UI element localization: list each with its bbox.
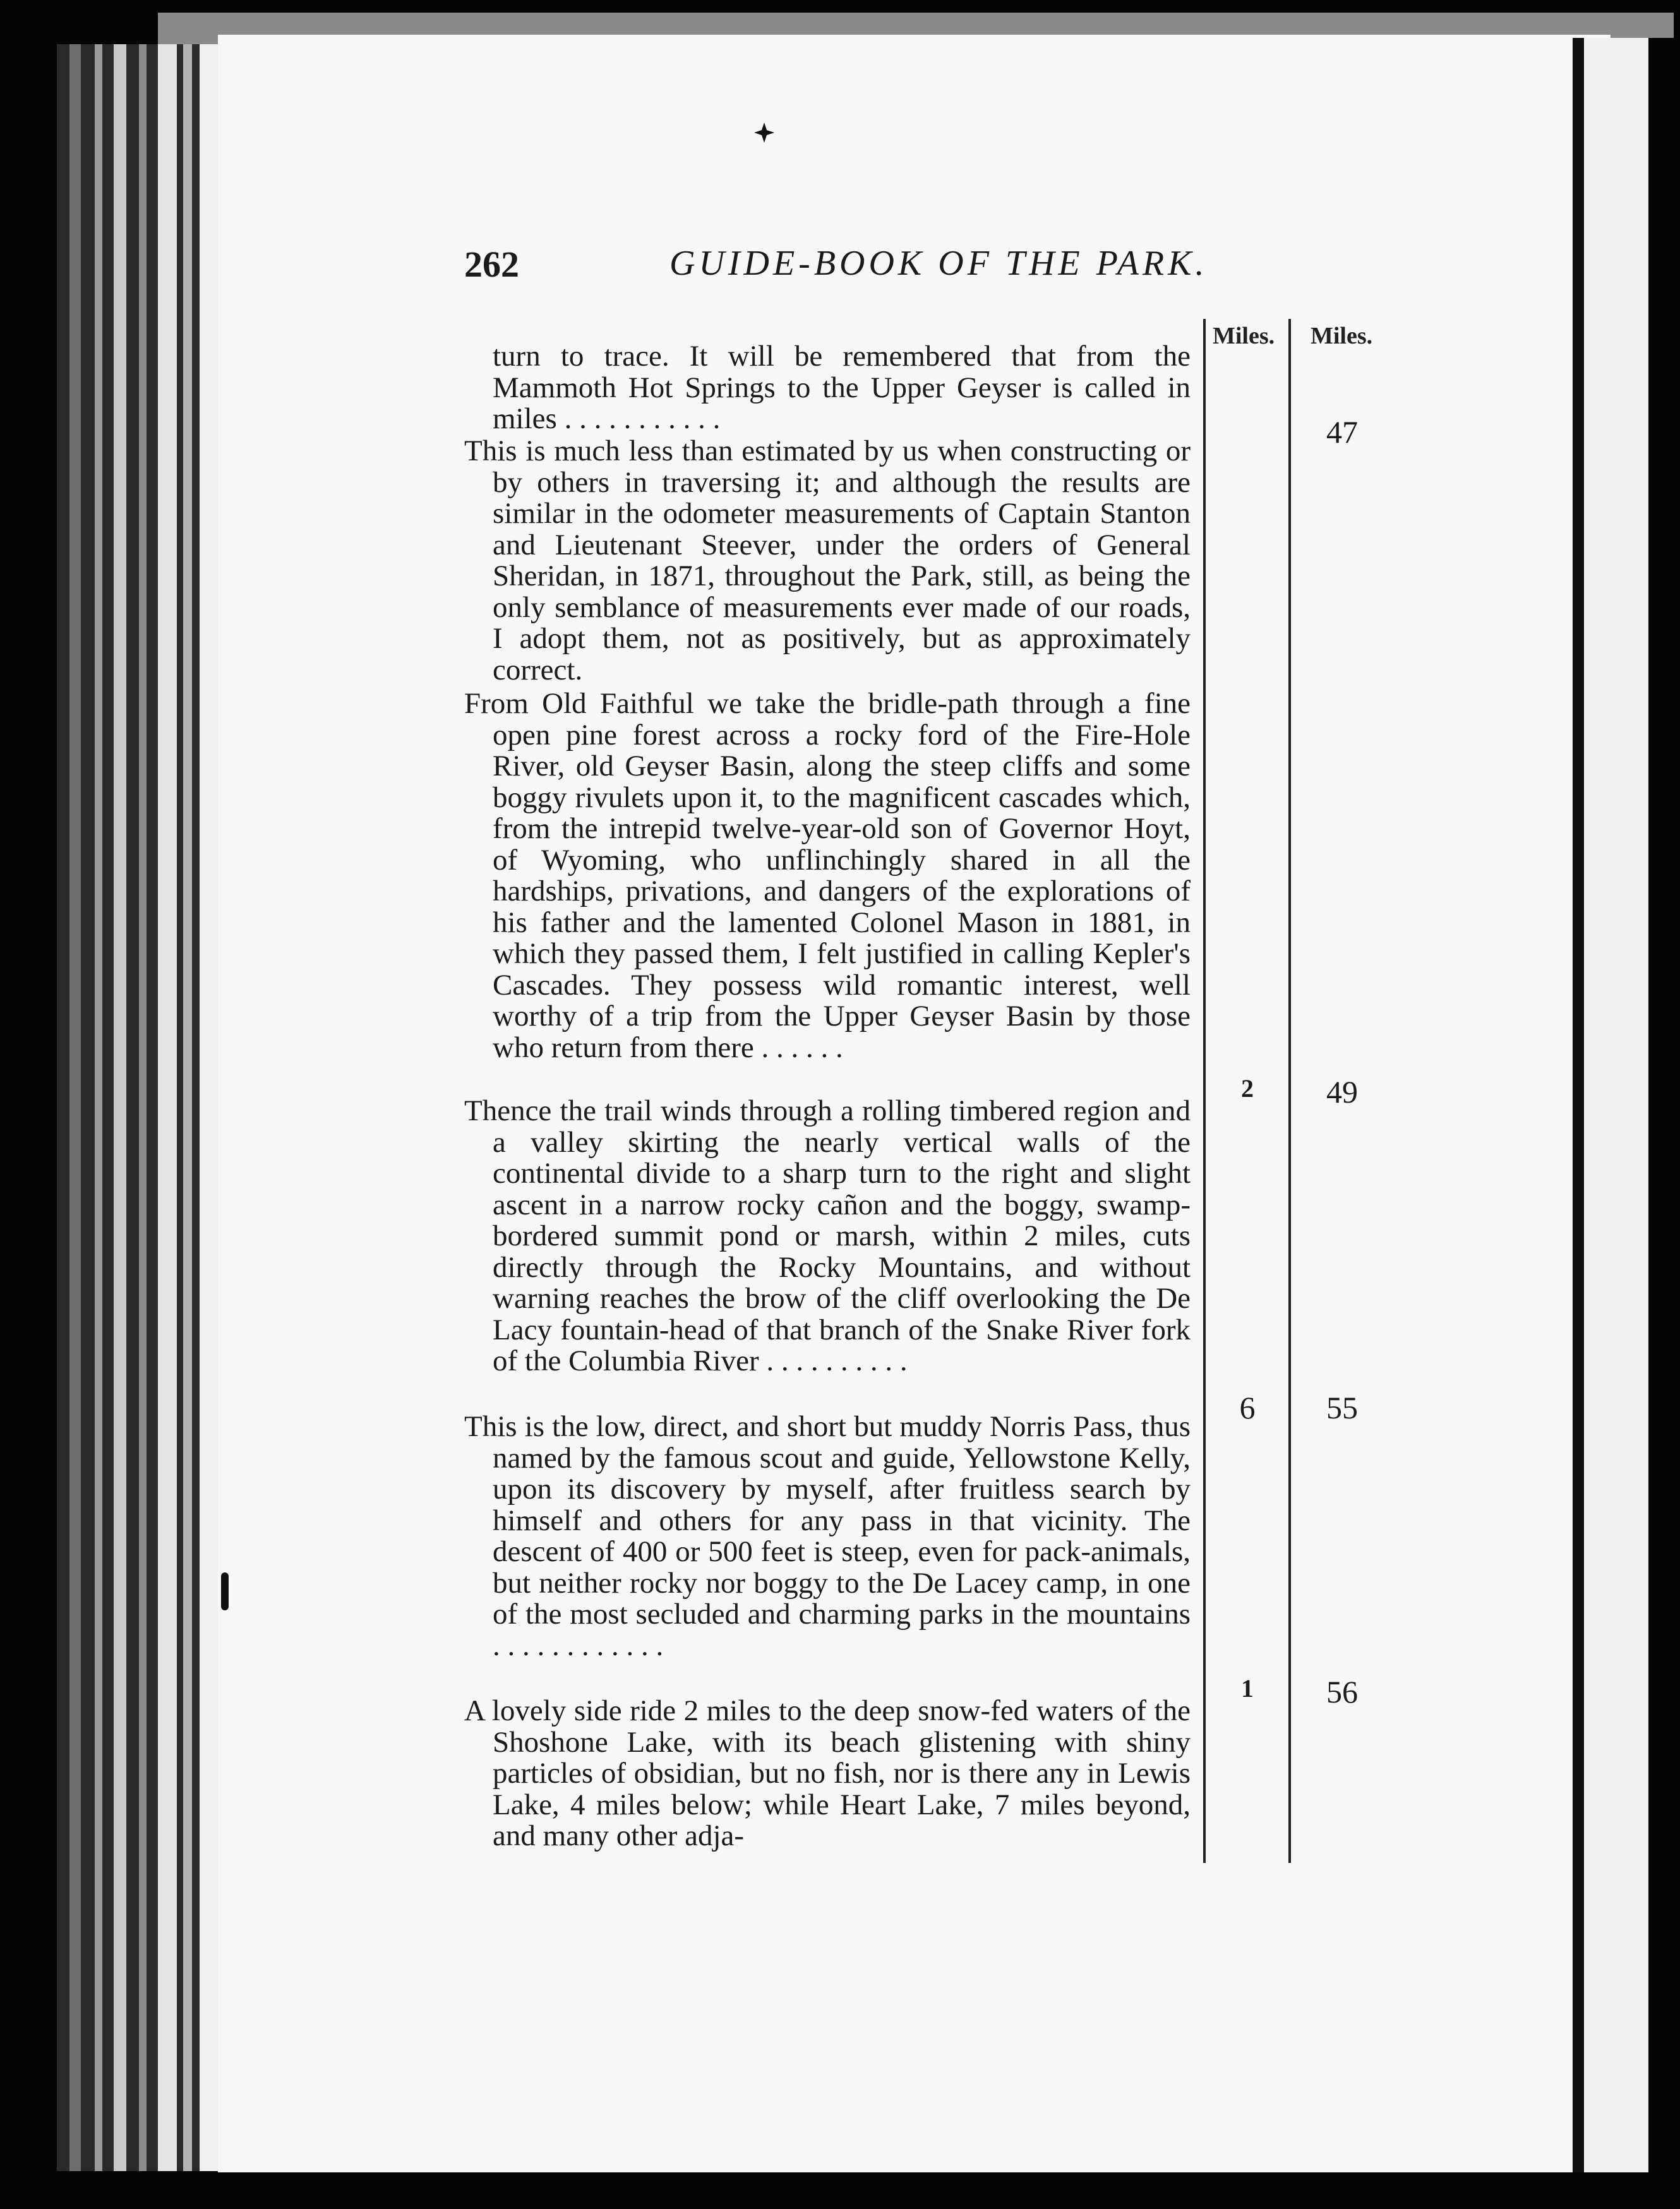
column-header-total-miles: Miles. <box>1311 323 1373 349</box>
entry-text: This is the low, direct, and short but muddy Norris Pass, thus named by the famous scout and guide, Yellowstone Kelly, upon its discovery by myself, after fruitless search by himself and others for any pass in that vicinity. The descent of 400 or 500 feet is steep, even for pack-animals, but neither rocky nor boggy to the De Lacey camp, in one of the most secluded and charming parks in the mountains . . . . . . . . . . . . <box>464 1410 1191 1662</box>
entry-text: This is much less than estimated by us when constructing or by others in traversing it; and although the results are similar in the odometer measurements of Captain Stanton and Lieutenant Steever, under the orders of General Sheridan, in 1871, throughout the Park, still, as being the only semblance of measurements ever made of our roads, I adopt them, not as positively, but as approximately correct. <box>464 434 1191 686</box>
column-rule <box>1203 319 1206 1863</box>
total-miles-value: 56 <box>1326 1674 1358 1709</box>
miles-value: 6 <box>1239 1390 1256 1425</box>
entry <box>464 688 1191 1063</box>
total-miles-value: 49 <box>1326 1074 1358 1110</box>
miles-value: 1 <box>1241 1674 1254 1703</box>
entry <box>464 1411 1191 1661</box>
background-edge <box>1648 38 1680 2172</box>
page-number: 262 <box>464 244 519 285</box>
miles-value: 2 <box>1241 1074 1254 1103</box>
total-miles-value: 47 <box>1326 414 1358 450</box>
entry-continuation <box>464 341 1191 435</box>
ornament-icon <box>752 120 777 145</box>
column-header-miles: Miles. <box>1213 323 1275 349</box>
entry-text: A lovely side ride 2 miles to the deep snow-fed waters of the Shoshone Lake, with its beach glistening with shiny particles of obsidian, but no fish, nor is there any in Lewis Lake, 4 miles below; while Heart Lake, 7 miles beyond, and many other adja- <box>464 1694 1191 1852</box>
column-rule <box>1288 319 1291 1863</box>
gutter-shadow <box>1573 38 1584 2172</box>
binding-mark <box>221 1572 229 1610</box>
entry <box>464 1096 1191 1377</box>
page-header <box>464 243 1206 300</box>
entry <box>464 1696 1191 1852</box>
total-miles-value: 55 <box>1326 1390 1358 1425</box>
entry-text: Thence the trail winds through a rolling timbered region and a valley skirting the nearly vertical walls of the continental divide to a sharp turn to the right and slight ascent in a narrow rocky cañon and the boggy, swamp-bordered summit pond or marsh, within 2 miles, cuts directly through the Rocky Mountains, and without warning reaches the brow of the cliff overlooking the De Lacy fountain-head of that branch of the Snake River fork of the Columbia River . . . . . . . . . . <box>464 1094 1191 1377</box>
entry-text: turn to trace. It will be remembered that from the Mammoth Hot Springs to the Upper Geyser is called in miles . . . . . . . . . . . <box>493 340 1191 435</box>
book-edge-stack <box>57 44 221 2171</box>
entry-text: From Old Faithful we take the bridle-path through a fine open pine forest across a rocky ford of the Fire-Hole River, old Geyser Basin, along the steep cliffs and some boggy rivulets upon it, to the magnificent cascades which, from the intrepid twelve-year-old son of Governor Hoyt, of Wyoming, who unflinchingly shared in all the hardships, privations, and dangers of the explorations of his father and the lamented Colonel Mason in 1881, in which they passed them, I felt justified in calling Kepler's Cascades. They possess wild romantic interest, well worthy of a trip from the Upper Geyser Basin by those who return from there . . . . . . <box>464 687 1191 1064</box>
running-head: GUIDE-BOOK OF THE PARK. <box>669 244 1208 283</box>
entry <box>464 436 1191 686</box>
facing-page-edge <box>1585 38 1648 2172</box>
